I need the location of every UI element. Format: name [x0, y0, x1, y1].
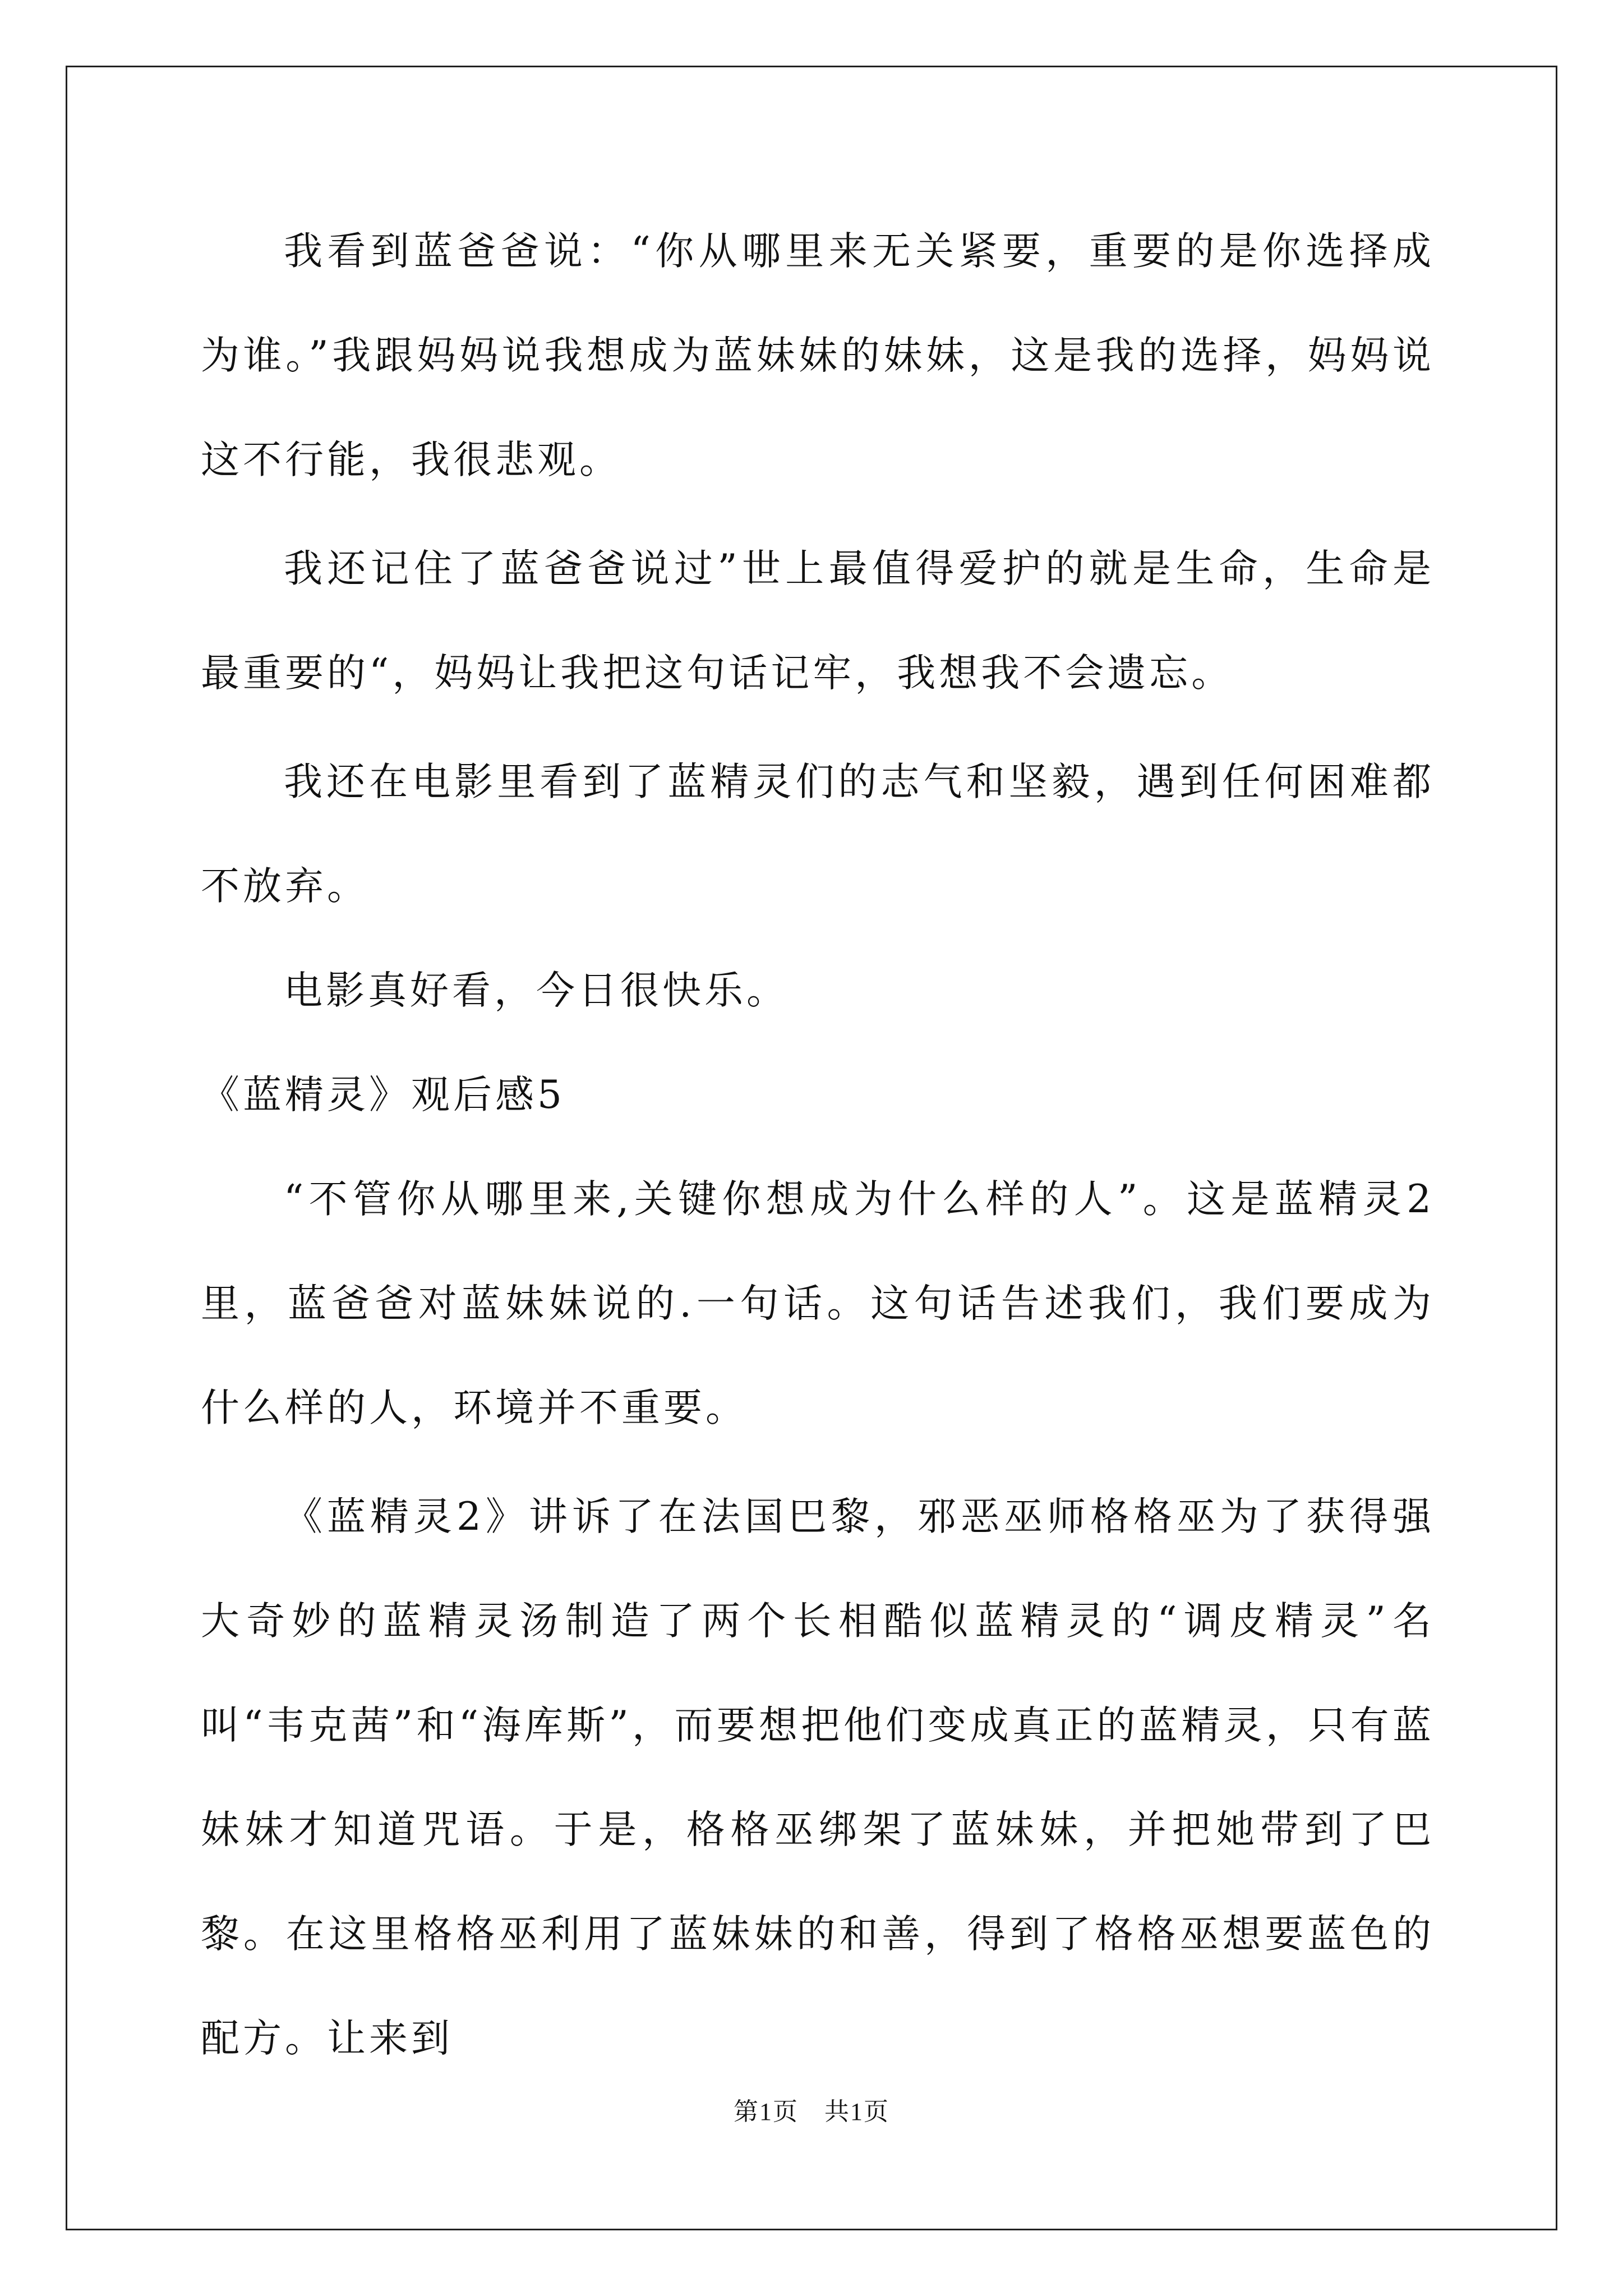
paragraph-6: 《蓝精灵2》讲诉了在法国巴黎，邪恶巫师格格巫为了获得强大奇妙的蓝精灵汤制造了两个长相酷似蓝精灵的“调皮精灵”名叫“韦克茜”和“海库斯”，而要想把他们变成真正的蓝精灵，只有蓝妹妹才知道咒语。于是，格格巫绑架了蓝妹妹，并把她带到了巴黎。在这里格格巫利用了蓝妹妹的和善，得到了格格巫想要蓝色的配方。让来到 — [201, 1494, 1435, 2061]
paragraph-1: 我看到蓝爸爸说：“你从哪里来无关紧要，重要的是你选择成为谁。”我跟妈妈说我想成为蓝妹妹的妹妹，这是我的选择，妈妈说这不行能，我很悲观。 — [201, 229, 1435, 482]
section-heading: 《蓝精灵》观后感5 — [201, 1073, 565, 1117]
document-body — [201, 199, 1435, 2091]
paragraph-2: 我还记住了蓝爸爸说过”世上最值得爱护的就是生命，生命是最重要的“，妈妈让我把这句话记牢，我想我不会遗忘。 — [201, 546, 1435, 696]
paragraph-5: “不管你从哪里来,关键你想成为什么样的人”。这是蓝精灵2里，蓝爸爸对蓝妹妹说的.一句话。这句话告述我们，我们要成为什么样的人，环境并不重要。 — [201, 1177, 1435, 1430]
paragraph-4: 电影真好看，今日很快乐。 — [284, 968, 789, 1013]
paragraph-3: 我还在电影里看到了蓝精灵们的志气和坚毅，遇到任何困难都不放弃。 — [201, 760, 1435, 909]
page-footer: 第1页 共1页 — [734, 2098, 889, 2125]
